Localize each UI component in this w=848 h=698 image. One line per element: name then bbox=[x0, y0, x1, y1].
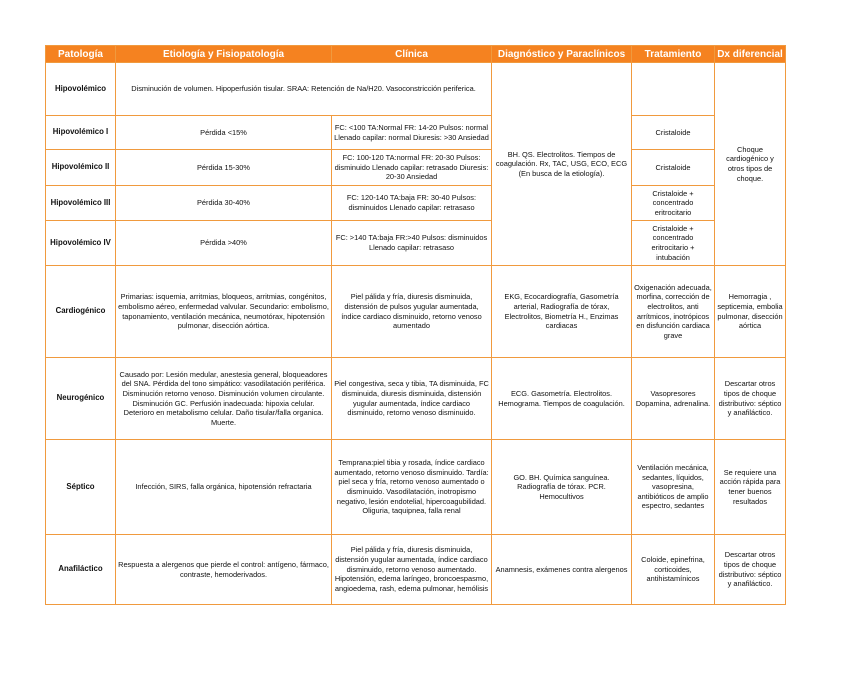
etiologia-cell: Causado por: Lesión medular, anestesia general, bloqueadores del SNA. Pérdida del tono simpático: vasodilatación periférica. Disminución retorno venoso. Disminución volumen circulante. Disminución GC. Perfusión inadecuada: hipoxia celular. Deterioro en metabolismo celular. Daño tisular/falla organica. Muerte. bbox=[116, 358, 332, 440]
etiologia-cell: Pérdida 30-40% bbox=[116, 186, 332, 221]
tratamiento-cell: Vasopresores Dopamina, adrenalina. bbox=[632, 358, 715, 440]
clinica-cell: Piel pálida y fría, diuresis disminuida, distensión yugular aumentada, índice cardiaco disminuido, retorno venoso aumentado. Hipotensión, edema laríngeo, broncoespasmo, angioedema, rash, edema pulmonar, hemólisis bbox=[332, 535, 492, 605]
tratamiento-cell: Cristaloide + concentrado eritrocitario bbox=[632, 186, 715, 221]
dx-diferencial-cell: Choque cardiogénico y otros tipos de choque. bbox=[715, 63, 786, 266]
clinica-cell: FC: <100 TA:Normal FR: 14-20 Pulsos: normal Llenado capilar: normal Diuresis: >30 Ansiedad bbox=[332, 116, 492, 150]
patologia-cell: Anafiláctico bbox=[46, 535, 116, 605]
etiologia-cell: Pérdida 15-30% bbox=[116, 150, 332, 186]
clinica-cell: FC: 100-120 TA:normal FR: 20-30 Pulsos: disminuido Llenado capilar: retrasado Diuresis: 20-30 Ansiedad bbox=[332, 150, 492, 186]
dx-diferencial-cell: Descartar otros tipos de choque distributivo: séptico y anafiláctico. bbox=[715, 358, 786, 440]
row-hipovolemico-iii bbox=[46, 186, 786, 221]
header-row bbox=[46, 46, 786, 63]
patologia-cell: Neurogénico bbox=[46, 358, 116, 440]
clinica-cell: Piel congestiva, seca y tibia, TA disminuida, FC disminuida, diuresis disminuida, distensión yugular aumentada, índice cardiaco disminuido, retorno venoso disminuido. bbox=[332, 358, 492, 440]
row-septico bbox=[46, 440, 786, 535]
tratamiento-cell: Oxigenación adecuada, morfina, corrección de electrolitos, anti arrítmicos, inotrópicos en disfunción cardiaca grave bbox=[632, 266, 715, 358]
etiologia-cell: Disminución de volumen. Hipoperfusión tisular. SRAA: Retención de Na/H20. Vasoconstricción periferica. bbox=[116, 63, 492, 116]
etiologia-cell: Pérdida >40% bbox=[116, 221, 332, 266]
header-patologia: Patología bbox=[46, 46, 116, 63]
header-dx-diferencial: Dx diferencial bbox=[715, 46, 786, 63]
patologia-cell: Séptico bbox=[46, 440, 116, 535]
diagnostico-cell: GO. BH. Química sanguínea. Radiografía de tórax. PCR. Hemocultivos bbox=[492, 440, 632, 535]
tratamiento-cell: Coloide, epinefrina, corticoides, antihistamínicos bbox=[632, 535, 715, 605]
patologia-cell: Hipovolémico III bbox=[46, 186, 116, 221]
header-tratamiento: Tratamiento bbox=[632, 46, 715, 63]
row-hipovolemico-ii bbox=[46, 150, 786, 186]
dx-diferencial-cell: Descartar otros tipos de choque distributivo: séptico y anafiláctico. bbox=[715, 535, 786, 605]
row-anafilactico bbox=[46, 535, 786, 605]
diagnostico-cell: EKG, Ecocardiografía, Gasometría arterial, Radiografía de tórax, Electrolitos, Biometría H., Enzimas cardiacas bbox=[492, 266, 632, 358]
etiologia-cell: Primarias: isquemia, arritmias, bloqueos, arritmias, congénitos, embolismo aéreo, enfermedad valvular. Secundario: embolismo, taponamiento, ventilación mecánica, neumotórax, hipotensión pulmonar, disección aórtica. bbox=[116, 266, 332, 358]
row-hipovolemico bbox=[46, 63, 786, 116]
patologia-cell: Hipovolémico II bbox=[46, 150, 116, 186]
clinica-cell: Temprana:piel tibia y rosada, índice cardiaco aumentado, retorno venoso disminuido. Tardía: piel seca y fría, retorno venoso aumentado o disminuido. Vasodilatación, inotropismo negativo, lesión endotelial, hipercoagubilidad. Oliguria, taquipnea, falla renal bbox=[332, 440, 492, 535]
header-diagnostico: Diagnóstico y Paraclínicos bbox=[492, 46, 632, 63]
patologia-cell: Hipovolémico bbox=[46, 63, 116, 116]
row-hipovolemico-i bbox=[46, 116, 786, 150]
row-neurogenico bbox=[46, 358, 786, 440]
patologia-cell: Hipovolémico I bbox=[46, 116, 116, 150]
tratamiento-cell bbox=[632, 63, 715, 116]
diagnostico-cell: ECG. Gasometría. Electrolitos. Hemograma. Tiempos de coagulación. bbox=[492, 358, 632, 440]
patologia-cell: Cardiogénico bbox=[46, 266, 116, 358]
etiologia-cell: Infección, SIRS, falla orgánica, hipotensión refractaria bbox=[116, 440, 332, 535]
header-clinica: Clínica bbox=[332, 46, 492, 63]
row-cardiogenico bbox=[46, 266, 786, 358]
clinica-cell: FC: >140 TA:baja FR:>40 Pulsos: disminuidos Llenado capilar: retrasaso bbox=[332, 221, 492, 266]
diagnostico-cell: BH. QS. Electrolitos. Tiempos de coagulación. Rx, TAC, USG, ECO, ECG (En busca de la etiología). bbox=[492, 63, 632, 266]
dx-diferencial-cell: Hemorragia , septicemia, embolia pulmonar, disección aórtica bbox=[715, 266, 786, 358]
header-etiologia: Etiología y Fisiopatología bbox=[116, 46, 332, 63]
diagnostico-cell: Anamnesis, exámenes contra alergenos bbox=[492, 535, 632, 605]
patologia-cell: Hipovolémico IV bbox=[46, 221, 116, 266]
shock-table bbox=[45, 45, 786, 605]
tratamiento-cell: Cristaloide bbox=[632, 116, 715, 150]
tratamiento-cell: Cristaloide + concentrado eritrocitario + intubación bbox=[632, 221, 715, 266]
dx-diferencial-cell: Se requiere una acción rápida para tener buenos resultados bbox=[715, 440, 786, 535]
etiologia-cell: Pérdida <15% bbox=[116, 116, 332, 150]
etiologia-cell: Respuesta a alergenos que pierde el control: antígeno, fármaco, contraste, hemoderivados. bbox=[116, 535, 332, 605]
tratamiento-cell: Ventilación mecánica, sedantes, líquidos, vasopresina, antibióticos de amplio espectro, sedantes bbox=[632, 440, 715, 535]
clinica-cell: Piel pálida y fría, diuresis disminuida, distensión de pulsos yugular aumentada, índice cardiaco disminuido, retorno venoso aumentado bbox=[332, 266, 492, 358]
clinica-cell: FC: 120-140 TA:baja FR: 30-40 Pulsos: disminuidos Llenado capilar: retrasaso bbox=[332, 186, 492, 221]
row-hipovolemico-iv bbox=[46, 221, 786, 266]
tratamiento-cell: Cristaloide bbox=[632, 150, 715, 186]
